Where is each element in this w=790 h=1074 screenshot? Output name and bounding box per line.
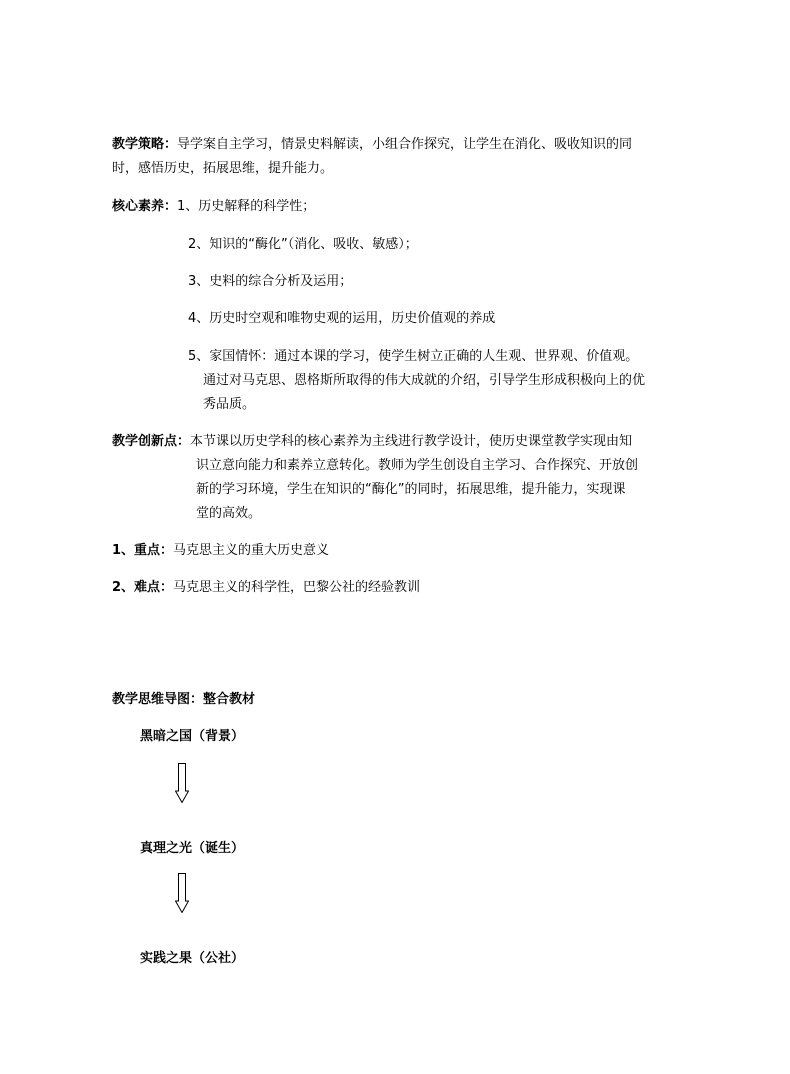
innovation-line-4: 堂的高效。 xyxy=(196,506,262,521)
mindmap-node-1: 黑暗之国（背景） xyxy=(140,729,245,744)
key-point xyxy=(112,542,329,560)
literacy-line-1 xyxy=(112,198,315,216)
down-arrow-icon xyxy=(175,763,189,803)
down-arrow-icon xyxy=(175,873,189,913)
mindmap-node-2: 真理之光（诞生） xyxy=(140,841,245,856)
strategy-line-2: 时，感悟历史，拓展思维，提升能力。 xyxy=(112,161,334,176)
literacy-item-5-line-1: 5、家国情怀：通过本课的学习，使学生树立正确的人生观、世界观、价值观。 xyxy=(188,349,639,364)
literacy-label: 核心素养： xyxy=(112,199,178,214)
mindmap-node-3: 实践之果（公社） xyxy=(140,951,245,966)
mindmap-title: 教学思维导图：整合教材 xyxy=(112,692,256,707)
innovation-label: 教学创新点： xyxy=(112,434,191,449)
innovation-line-2: 识立意向能力和素养立意转化。教师为学生创设自主学习、合作探究、开放创 xyxy=(196,458,639,473)
literacy-item-3: 3、史料的综合分析及运用； xyxy=(188,274,353,289)
strategy-line-1 xyxy=(112,136,632,154)
difficulty xyxy=(112,579,420,597)
literacy-item-4: 4、历史时空观和唯物史观的运用，历史价值观的养成 xyxy=(188,311,496,326)
innovation-line-3: 新的学习环境，学生在知识的“酶化”的同时，拓展思维，提升能力，实现课 xyxy=(196,482,626,497)
literacy-item-2: 2、知识的“酶化”（消化、吸收、敏感）； xyxy=(188,237,418,252)
key-point-label: 1、重点： xyxy=(112,543,174,558)
difficulty-text: 马克思主义的科学性，巴黎公社的经验教训 xyxy=(173,580,421,595)
literacy-item-5-line-3: 秀品质。 xyxy=(203,397,256,412)
innovation-line-1 xyxy=(112,433,632,451)
literacy-item-5-line-2: 通过对马克思、恩格斯所取得的伟大成就的介绍，引导学生形成积极向上的优 xyxy=(203,373,646,388)
innovation-text-1: 本节课以历史学科的核心素养为主线进行教学设计，使历史课堂教学实现由知 xyxy=(190,434,633,449)
key-point-text: 马克思主义的重大历史意义 xyxy=(173,543,330,558)
difficulty-label: 2、难点： xyxy=(112,580,174,595)
strategy-label: 教学策略： xyxy=(112,137,178,152)
strategy-text-1: 导学案自主学习，情景史料解读，小组合作探究，让学生在消化、吸收知识的同 xyxy=(177,137,633,152)
literacy-item-1: 1、历史解释的科学性； xyxy=(177,199,316,214)
